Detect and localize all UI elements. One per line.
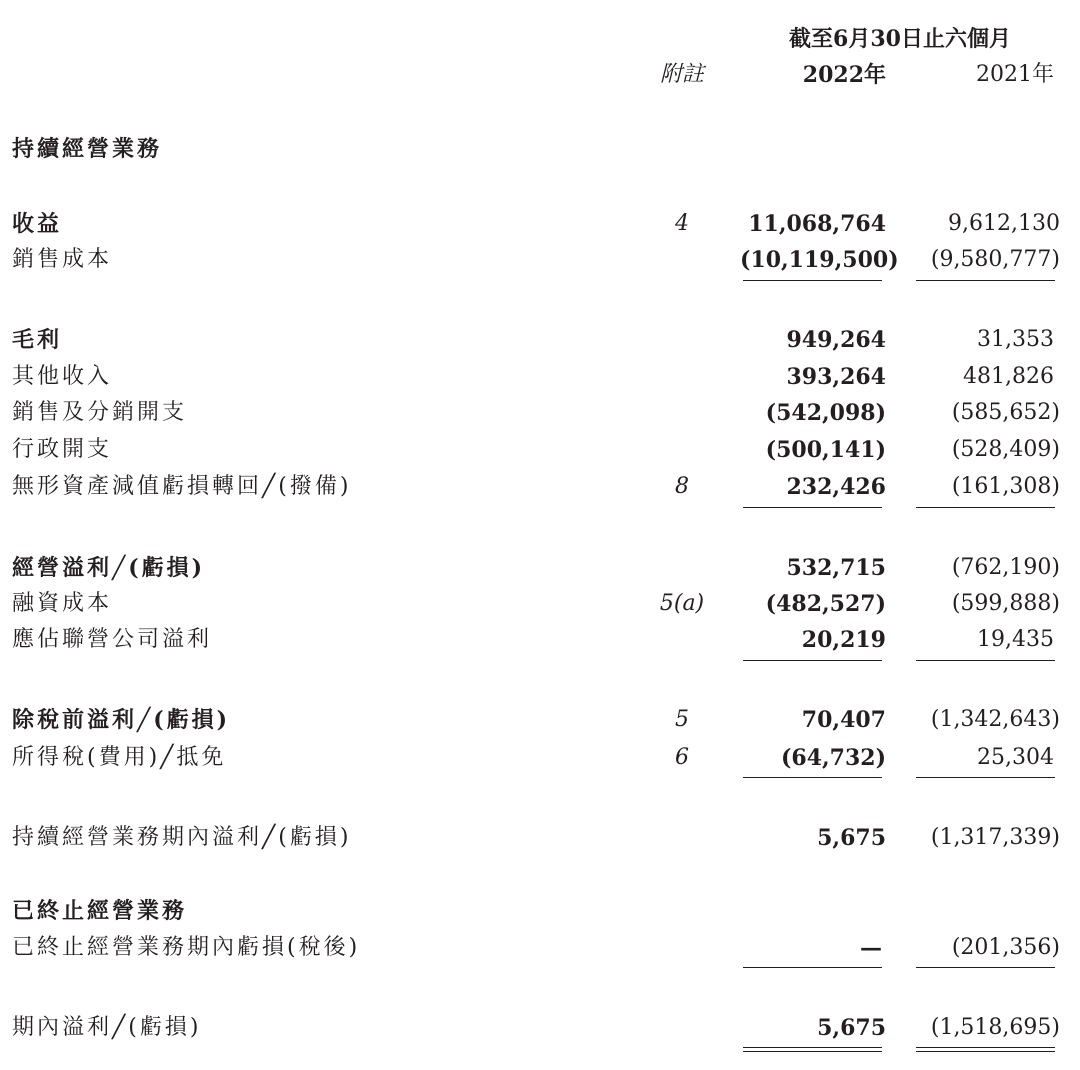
subtotal-rule-2022	[743, 967, 882, 968]
row-2021-revenue: 9,612,130	[948, 211, 1060, 236]
row-label-gross-profit: 毛利	[12, 327, 63, 353]
row-2022-discontinued-loss: —	[860, 935, 882, 961]
row-2022-selling-distribution: (542,098)	[765, 400, 886, 426]
subtotal-rule-2021	[916, 660, 1055, 661]
row-label-finance-costs: 融資成本	[12, 591, 113, 616]
row-2022-administrative-expenses: (500,141)	[765, 437, 886, 463]
row-label-share-of-associates: 應佔聯營公司溢利	[12, 627, 213, 652]
subtotal-rule-2022	[743, 280, 882, 281]
row-2022-continuing-period-profit: 5,675	[817, 825, 886, 851]
row-2022-revenue: 11,068,764	[748, 211, 886, 237]
year-2022-header: 2022年	[802, 62, 886, 88]
row-note-finance-costs: 5(a)	[659, 591, 705, 616]
year-2021-header: 2021年	[976, 62, 1054, 87]
row-2022-cost-of-sales: (10,119,500)	[740, 247, 899, 273]
total-double-rule-2022	[743, 1047, 882, 1052]
section-heading-discontinued-operations: 已終止經營業務	[12, 898, 188, 924]
row-2022-gross-profit: 949,264	[786, 327, 886, 353]
total-double-rule-2021	[916, 1047, 1055, 1052]
row-label-operating-profit: 經營溢利╱(虧損)	[12, 555, 206, 581]
row-2022-finance-costs: (482,527)	[765, 591, 886, 617]
row-2022-profit-before-tax: 70,407	[801, 707, 886, 733]
row-2022-operating-profit: 532,715	[786, 555, 886, 581]
section-heading-continuing-operations: 持續經營業務	[12, 136, 163, 162]
subtotal-rule-2022	[743, 660, 882, 661]
row-2021-cost-of-sales: (9,580,777)	[930, 247, 1060, 272]
row-label-intangible-impairment: 無形資產減值虧損轉回╱(撥備)	[12, 474, 352, 499]
row-2021-discontinued-loss: (201,356)	[951, 935, 1060, 960]
row-2021-operating-profit: (762,190)	[951, 555, 1060, 580]
row-label-other-income: 其他收入	[12, 364, 113, 389]
row-2021-continuing-period-profit: (1,317,339)	[930, 825, 1060, 850]
row-2022-share-of-associates: 20,219	[801, 627, 886, 653]
row-note-profit-before-tax: 5	[675, 707, 689, 732]
row-2021-profit-before-tax: (1,342,643)	[930, 707, 1060, 732]
subtotal-rule-2021	[916, 967, 1055, 968]
row-label-revenue: 收益	[12, 211, 63, 237]
row-2022-other-income: 393,264	[786, 364, 886, 390]
subtotal-rule-2021	[916, 507, 1055, 508]
note-column-header: 附註	[659, 62, 704, 87]
row-note-revenue: 4	[675, 211, 689, 236]
row-2022-intangible-impairment: 232,426	[786, 474, 886, 500]
row-2021-share-of-associates: 19,435	[977, 627, 1054, 652]
row-note-intangible-impairment: 8	[675, 474, 689, 499]
row-label-administrative-expenses: 行政開支	[12, 437, 113, 462]
row-2021-other-income: 481,826	[963, 364, 1054, 389]
row-label-income-tax: 所得稅(費用)╱抵免	[12, 745, 227, 770]
row-2021-gross-profit: 31,353	[977, 327, 1054, 352]
subtotal-rule-2022	[743, 777, 882, 778]
row-2021-period-profit: (1,518,695)	[930, 1015, 1060, 1040]
row-2022-period-profit: 5,675	[817, 1015, 886, 1041]
row-label-continuing-period-profit: 持續經營業務期內溢利╱(虧損)	[12, 825, 352, 850]
row-2021-income-tax: 25,304	[977, 745, 1054, 770]
row-note-income-tax: 6	[675, 745, 689, 770]
subtotal-rule-2021	[916, 280, 1055, 281]
row-2021-intangible-impairment: (161,308)	[951, 474, 1060, 499]
row-2021-administrative-expenses: (528,409)	[951, 437, 1060, 462]
row-label-discontinued-loss: 已終止經營業務期內虧損(稅後)	[12, 935, 361, 960]
subtotal-rule-2021	[916, 777, 1055, 778]
row-label-profit-before-tax: 除稅前溢利╱(虧損)	[12, 707, 231, 733]
row-2021-finance-costs: (599,888)	[951, 591, 1060, 616]
row-label-selling-distribution: 銷售及分銷開支	[12, 400, 188, 425]
row-2022-income-tax: (64,732)	[780, 745, 886, 771]
row-2021-selling-distribution: (585,652)	[951, 400, 1060, 425]
period-heading: 截至6月30日止六個月	[789, 26, 1011, 52]
row-label-period-profit: 期內溢利╱(虧損)	[12, 1015, 202, 1040]
subtotal-rule-2022	[743, 507, 882, 508]
row-label-cost-of-sales: 銷售成本	[12, 247, 113, 272]
